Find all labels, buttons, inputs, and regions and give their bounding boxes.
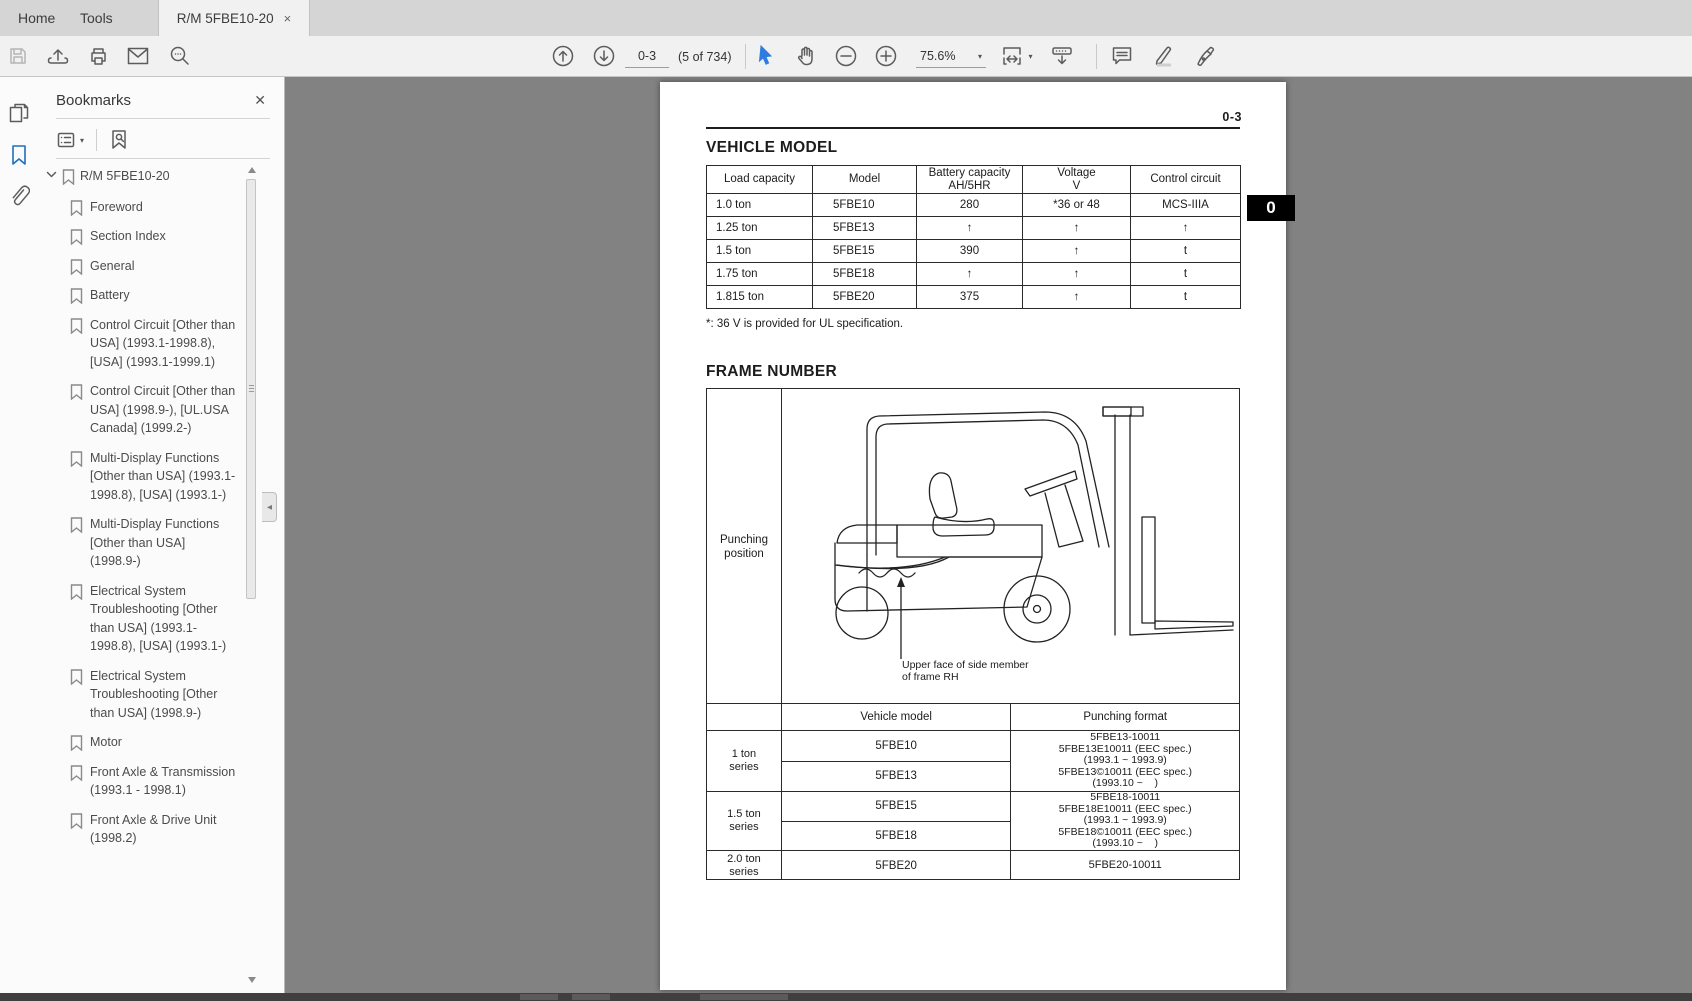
bookmark-search-icon <box>109 129 129 151</box>
tab-document[interactable] <box>158 0 310 36</box>
scrollbar-grip <box>249 388 254 389</box>
table-row: 1.25 ton 5FBE13 ↑ ↑ ↑ <box>707 217 1241 240</box>
vehicle-model-cell: 5FBE18 <box>782 821 1011 851</box>
bookmark-tree <box>46 167 246 985</box>
options-list-icon <box>56 130 76 150</box>
plus-circle-icon <box>874 44 898 68</box>
attachments-panel-button[interactable] <box>7 185 31 209</box>
header-rule <box>706 127 1240 129</box>
column-header: Control circuit <box>1131 166 1241 194</box>
scroll-up-icon[interactable] <box>248 167 256 173</box>
punching-position-cell: Punching position <box>707 389 782 704</box>
bookmark-icon <box>70 813 83 829</box>
bookmark-icon <box>70 451 83 467</box>
bookmark-icon <box>70 384 83 400</box>
scrollbar-grip <box>249 385 254 386</box>
bookmark-icon <box>70 259 83 275</box>
chevron-down-icon: ▾ <box>977 51 982 61</box>
series-label: 1.5 ton series <box>707 792 782 850</box>
pages-icon <box>8 102 30 124</box>
vehicle-model-cell: 5FBE15 <box>875 800 917 813</box>
column-header: Voltage V <box>1023 166 1131 194</box>
previous-page-button[interactable] <box>547 41 579 71</box>
share-upload-icon <box>47 45 69 67</box>
highlighter-icon <box>1152 44 1176 68</box>
save-icon <box>8 46 28 66</box>
comment-button[interactable] <box>1106 41 1138 71</box>
forklift-line-drawing <box>797 397 1237 659</box>
vehicle-model-table <box>706 165 1241 309</box>
panel-scrollbar[interactable] <box>245 165 258 985</box>
main-toolbar <box>0 36 1692 77</box>
frame-table-group <box>707 850 1239 880</box>
minus-circle-icon <box>834 44 858 68</box>
bookmarks-panel-button[interactable] <box>7 143 31 167</box>
bookmark-label: General <box>90 258 135 273</box>
collapse-arrow-icon: ◀ <box>266 503 272 511</box>
hand-tool-button[interactable] <box>790 41 822 71</box>
vehicle-model-cell: 5FBE10 <box>875 739 917 752</box>
tab-document-label: R/M 5FBE10-20 <box>176 10 274 26</box>
divider <box>96 129 97 151</box>
printer-icon <box>88 46 109 67</box>
frame-table-header-row <box>707 704 1239 730</box>
tab-close-icon[interactable]: × <box>283 10 292 26</box>
chevron-down-icon: ▾ <box>1028 51 1033 61</box>
bookmark-label: Multi-Display Functions [Other than USA] (1998.9-) <box>90 517 220 568</box>
search-icon <box>169 45 191 67</box>
divider <box>56 158 270 159</box>
pdf-page <box>660 82 1286 990</box>
column-header: Model <box>813 166 917 194</box>
punching-format-cell: 5FBE18-10011 5FBE18E10011 (EEC spec.) (1993.1 ~ 1993.9) 5FBE18©10011 (EEC spec.) (1993.10 ~ ) <box>1058 791 1193 850</box>
vehicle-model-cell: 5FBE13 <box>782 761 1011 792</box>
taskbar-segment <box>572 994 610 1000</box>
fill-sign-button[interactable] <box>1190 41 1222 71</box>
page-corner-label: 0-3 <box>1222 110 1242 124</box>
bookmark-item[interactable] <box>70 316 246 372</box>
bookmark-label: Multi-Display Functions [Other than USA] (1993.1- 1998.8), [USA] (1993.1-) <box>90 450 236 502</box>
bookmark-label: Front Axle & Transmission (1993.1 - 1998.1) <box>90 764 236 797</box>
tab-tools[interactable] <box>62 0 131 36</box>
bookmark-icon <box>70 229 83 245</box>
paperclip-icon <box>8 185 30 209</box>
fountain-pen-icon <box>1194 44 1218 68</box>
expand-current-bookmark-button[interactable] <box>109 129 129 151</box>
bookmark-item[interactable] <box>70 515 246 571</box>
arrow-down-circle-icon <box>592 44 616 68</box>
bookmark-icon <box>70 517 83 533</box>
bookmarks-panel <box>38 77 285 993</box>
page-number-input[interactable] <box>625 45 669 68</box>
punching-format-cell: 5FBE13-10011 5FBE13E10011 (EEC spec.) (1993.1 ~ 1993.9) 5FBE13©10011 (EEC spec.) (1993.10 ~ ) <box>1058 731 1193 790</box>
bookmark-icon <box>70 318 83 334</box>
table-footnote: *: 36 V is provided for UL specification. <box>706 318 904 330</box>
bookmark-label: Motor <box>90 735 122 749</box>
bookmark-icon <box>70 200 83 216</box>
column-header: Vehicle model <box>782 704 1012 730</box>
zoom-level-value: 75.6% <box>920 49 956 63</box>
save-button[interactable] <box>2 41 34 71</box>
zoom-in-button[interactable] <box>870 41 902 71</box>
bookmark-icon <box>70 669 83 685</box>
frame-table-group <box>707 791 1239 850</box>
bookmark-label: Control Circuit [Other than USA] (1998.9-), [UL.USA Canada] (1999.2-) <box>90 384 236 435</box>
hide-toolbar-button[interactable] <box>1046 41 1078 71</box>
zoom-level-dropdown[interactable] <box>916 45 986 68</box>
window-tab-bar <box>0 0 1692 36</box>
envelope-icon <box>127 47 149 65</box>
bookmark-item[interactable] <box>70 667 246 723</box>
bookmarks-panel-title: Bookmarks <box>56 91 132 109</box>
frame-table-group <box>707 730 1239 791</box>
bookmark-options-button[interactable] <box>56 130 84 150</box>
bookmark-item[interactable] <box>70 811 246 848</box>
divider <box>56 118 270 119</box>
bookmark-item[interactable] <box>70 382 246 438</box>
column-header: Load capacity <box>707 166 813 194</box>
table-row: 1.75 ton 5FBE18 ↑ ↑ t <box>707 263 1241 286</box>
bookmark-icon <box>10 144 28 166</box>
bookmark-icon <box>70 765 83 781</box>
bookmark-icon <box>70 735 83 751</box>
document-pane[interactable] <box>285 77 1692 993</box>
diagram-caption: Upper face of side member of frame RH <box>902 659 1029 683</box>
column-header: Battery capacity AH/5HR <box>917 166 1023 194</box>
email-button[interactable] <box>122 41 154 71</box>
taskbar-segment <box>520 994 558 1000</box>
bookmark-label: Foreword <box>90 199 143 214</box>
bookmark-item[interactable] <box>70 763 246 800</box>
bookmark-root-item[interactable] <box>46 167 246 186</box>
bookmark-item[interactable] <box>70 257 246 276</box>
bookmark-icon <box>70 584 83 600</box>
page-count-label: (5 of 734) <box>678 50 732 64</box>
navigation-rail <box>0 77 38 993</box>
series-label: 1 ton series <box>707 731 782 791</box>
bookmark-item[interactable] <box>70 449 246 505</box>
frame-number-table <box>706 388 1240 880</box>
tab-home-label: Home <box>18 10 56 26</box>
bookmark-icon <box>70 288 83 304</box>
select-tool-button[interactable] <box>750 41 782 71</box>
zoom-out-button[interactable] <box>830 41 862 71</box>
collapse-toolbar-icon <box>1050 44 1074 68</box>
table-row: 1.5 ton 5FBE15 390 ↑ t <box>707 240 1241 263</box>
tab-tools-label: Tools <box>80 10 113 26</box>
bookmark-label: Front Axle & Drive Unit (1998.2) <box>90 812 217 845</box>
column-header: Punching format <box>1083 711 1168 723</box>
scrollbar-thumb[interactable] <box>246 179 256 599</box>
highlight-button[interactable] <box>1148 41 1180 71</box>
bookmark-item[interactable] <box>70 733 246 752</box>
fit-width-icon <box>1001 45 1025 67</box>
next-page-button[interactable] <box>588 41 620 71</box>
frame-number-heading: FRAME NUMBER <box>706 363 838 380</box>
table-row: 1.0 ton 5FBE10 280 *36 or 48 MCS-IIIA <box>707 194 1241 217</box>
scrollbar-grip <box>249 391 254 392</box>
bookmark-item[interactable] <box>70 227 246 246</box>
scroll-down-icon[interactable] <box>248 977 256 983</box>
fit-width-button[interactable] <box>996 41 1038 71</box>
section-index-tab: 0 <box>1247 195 1295 221</box>
share-button[interactable] <box>42 41 74 71</box>
bookmark-item[interactable] <box>70 286 246 305</box>
chevron-down-icon[interactable] <box>46 169 57 180</box>
chevron-down-icon: ▾ <box>80 135 85 145</box>
taskbar-segment <box>700 994 788 1000</box>
bookmark-icon <box>62 169 75 185</box>
toolbar-divider <box>745 44 746 69</box>
comment-bubble-icon <box>1111 45 1133 67</box>
select-arrow-icon <box>756 45 776 67</box>
toolbar-divider <box>1096 44 1097 69</box>
print-button[interactable] <box>82 41 114 71</box>
bookmark-label: Section Index <box>90 229 166 243</box>
find-button[interactable] <box>164 41 196 71</box>
punching-diagram-row <box>707 389 1239 704</box>
bookmark-label: R/M 5FBE10-20 <box>80 169 170 183</box>
page-thumbnails-button[interactable] <box>7 101 31 125</box>
bookmark-label: Control Circuit [Other than USA] (1993.1-1998.8), [USA] (1993.1-1999.1) <box>90 317 236 369</box>
empty-header-cell <box>707 704 782 730</box>
taskbar-edge <box>0 993 1692 1001</box>
table-row: 1.815 ton 5FBE20 375 ↑ t <box>707 286 1241 309</box>
vehicle-model-heading: VEHICLE MODEL <box>706 139 838 156</box>
arrow-up-circle-icon <box>551 44 575 68</box>
hand-icon <box>795 45 817 67</box>
collapse-panel-button[interactable] <box>262 492 277 522</box>
bookmark-label: Electrical System Troubleshooting [Other than USA] (1998.9-) <box>90 668 218 720</box>
table-header-row <box>707 166 1241 194</box>
close-panel-icon[interactable]: ✕ <box>254 91 266 108</box>
bookmark-label: Battery <box>90 288 130 302</box>
punching-format-cell: 5FBE20-10011 <box>1088 858 1162 871</box>
bookmark-label: Electrical System Troubleshooting [Other than USA] (1993.1- 1998.8), [USA] (1993.1-) <box>90 583 227 653</box>
bookmark-item[interactable] <box>70 198 246 217</box>
series-label: 2.0 ton series <box>707 851 782 880</box>
vehicle-model-cell: 5FBE20 <box>875 859 917 872</box>
bookmark-item[interactable] <box>70 582 246 656</box>
